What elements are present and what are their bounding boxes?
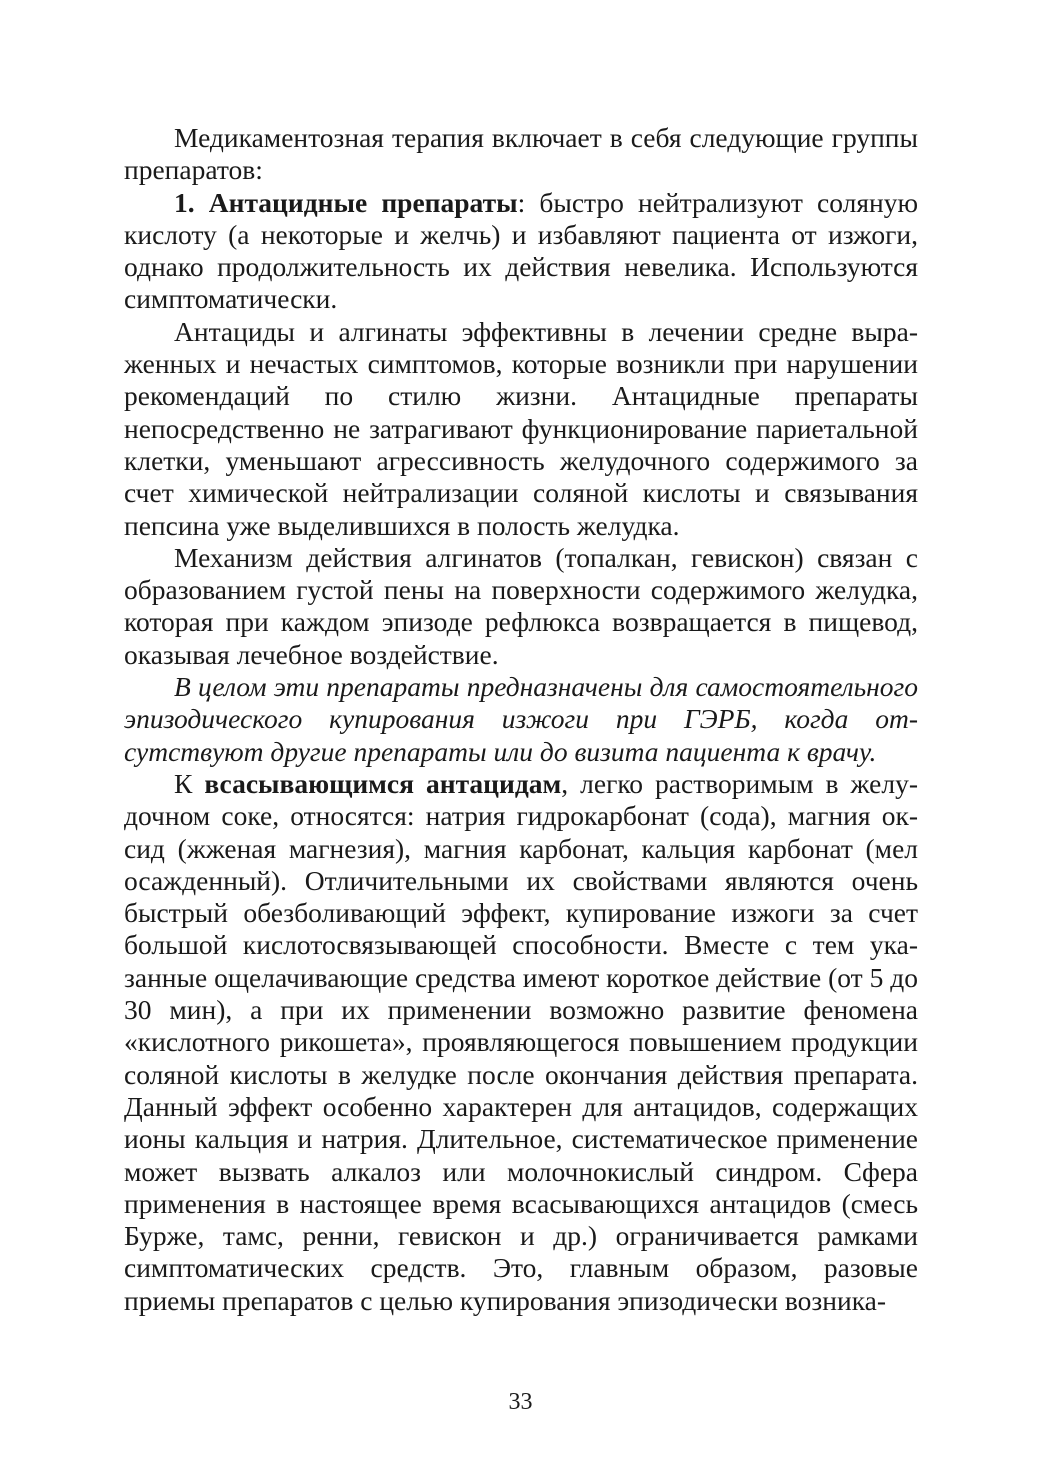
paragraph-antacids: [124, 187, 918, 316]
bold-heading: 1. Антацидные препараты: [174, 186, 518, 218]
bold-term: всасывающимся антацидам: [204, 767, 562, 799]
paragraph-intro: [124, 122, 918, 187]
page-number: 33: [508, 1389, 533, 1415]
paragraph-text: Медикаментозная терапия включает в себя следующие группы препаратов:: [124, 122, 918, 186]
paragraph-antacids-alginates: [124, 316, 918, 542]
page-body: [124, 122, 918, 1317]
paragraph-text: В целом эти препараты предназначены для самостоятельного эпизодического купирования изжоги при ГЭРБ, когда отсутствуют другие препараты или до визита пациента к врачу.: [124, 671, 918, 767]
paragraph-absorbable-antacids: [124, 768, 918, 1317]
paragraph-alginates-mechanism: [124, 542, 918, 671]
paragraph-text: Антациды и алгинаты эффективны в лечении средне выраженных и нечастых симптомов, которые возникли при нарушении рекомендаций по стилю жизни. Антацидные препараты непосредственно не затрагивают функционирование париетальной клетки, уменьшают агрессивность желудочного содержимого за счет химической нейтрализации соляной кислоты и связывания пепсина уже выделившихся в полость желудка.: [124, 315, 918, 541]
paragraph-text: К: [174, 767, 205, 799]
paragraph-italic-note: [124, 671, 918, 768]
paragraph-text: , легко растворимым в желудочном соке, относятся: натрия гидрокарбонат (сода), магния оксид (жженая магнезия), магния карбонат, кальция карбонат (мел осажденный). Отличительными их свойствами являются очень быстрый обезболивающий эффект, купирование изжоги за счет большой кислотосвязывающей способности. Вместе с тем указанные ощелачивающие средства имеют короткое действие (от 5 до 30 мин), а при их применении возможно развитие феномена «кислотного рикошета», проявляющегося повышением продукции соляной кислоты в желудке после окончания действия препарата. Данный эффект особенно характерен для антацидов, содержащих ионы кальция и натрия. Длительное, систематическое применение может вызвать алкалоз или молочнокислый синдром. Сфера применения в настоящее время всасывающихся антацидов (смесь Бурже, тамс, ренни, гевискон и др.) ограничивается рамками симптоматических средств. Это, главным образом, разовые приемы препаратов с целью купирования эпизодически возника-: [124, 767, 918, 1316]
paragraph-text: : быстро нейтрализуют соляную кислоту (а некоторые и желчь) и избавляют пациента от изжоги, однако продолжительность их действия невелика. Используются симптоматически.: [124, 186, 919, 315]
paragraph-text: Механизм действия алгинатов (топалкан, гевискон) связан с образованием густой пены на поверхности содержимого желудка, которая при каждом эпизоде рефлюкса возвращается в пищевод, оказывая лечебное воздействие.: [124, 541, 918, 670]
